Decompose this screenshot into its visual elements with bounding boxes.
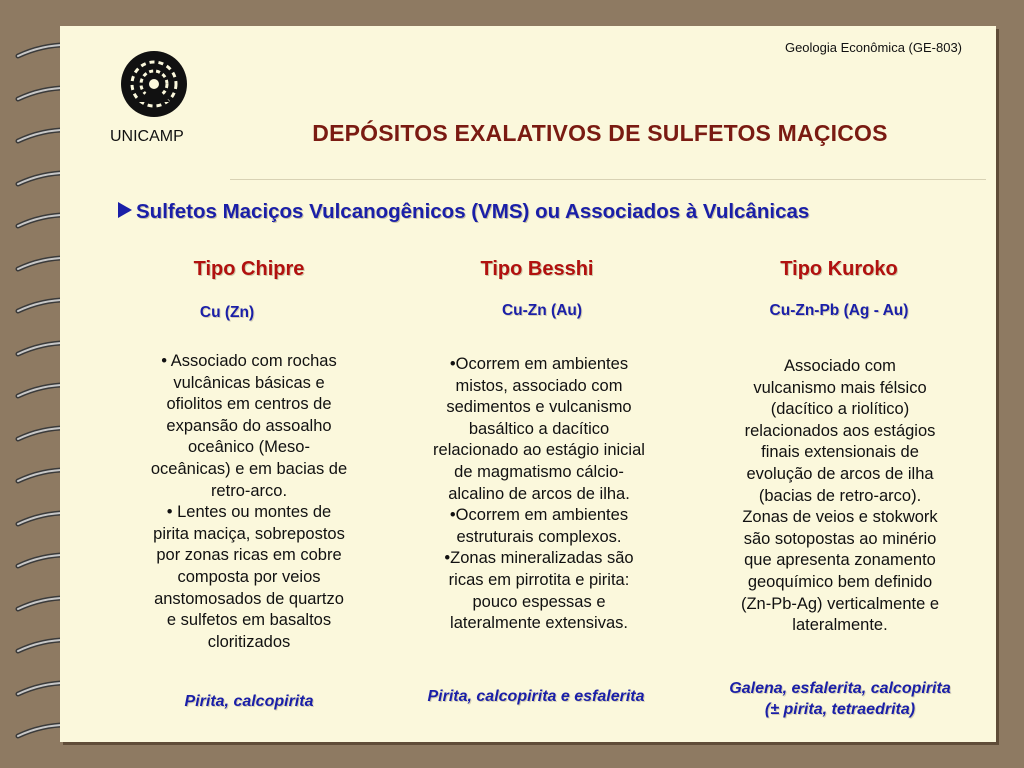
column-besshi-minerals — [384, 686, 688, 707]
body-line: que apresenta zonamento — [744, 551, 936, 570]
subtitle-text: Sulfetos Maciços Vulcanogênicos (VMS) ou Associados à Vulcânicas — [136, 200, 810, 223]
body-line: cloritizados — [207, 632, 291, 651]
unicamp-logo — [118, 48, 190, 120]
body-line: anstomosados de quartzo — [154, 589, 344, 608]
body-line: oceânico (Meso- — [188, 438, 310, 457]
body-line: por zonas ricas em cobre — [156, 546, 342, 565]
body-line: relacionados aos estágios — [744, 421, 936, 440]
institution-name: UNICAMP — [110, 128, 184, 145]
body-line: (Zn-Pb-Ag) verticalmente e — [740, 594, 940, 613]
column-chipre-body — [114, 351, 384, 653]
column-title: Tipo Besshi — [480, 258, 594, 280]
body-line: lateralmente extensivas. — [450, 614, 628, 633]
body-line: mistos, associado com — [455, 376, 623, 395]
body-line: geoquímico bem definido — [747, 572, 933, 591]
column-besshi-metals — [422, 302, 662, 320]
body-line: basáltico a dacítico — [468, 419, 610, 438]
divider — [230, 179, 986, 180]
column-metals: Cu (Zn) — [199, 304, 255, 321]
body-line: •Zonas mineralizadas são — [444, 549, 634, 568]
column-metals: Cu-Zn (Au) — [501, 302, 583, 319]
slide-page — [60, 26, 996, 742]
body-line: vulcanismo mais félsico — [753, 378, 927, 397]
column-kuroko — [704, 258, 974, 281]
body-line: ricas em pirrotita e pirita: — [448, 570, 630, 589]
minerals-line: (± pirita, tetraedrita) — [764, 701, 916, 718]
body-line: (dacítico a riolítico) — [770, 400, 910, 419]
body-line: sedimentos e vulcanismo — [446, 398, 632, 417]
body-line: •Ocorrem em ambientes — [449, 506, 629, 525]
body-line: • Associado com rochas — [161, 352, 337, 370]
page-title: DEPÓSITOS EXALATIVOS DE SULFETOS MAÇICOS — [312, 120, 888, 146]
body-line: pirita maciça, sobrepostos — [153, 524, 345, 543]
column-title: Tipo Kuroko — [780, 258, 898, 280]
body-line: • Lentes ou montes de — [166, 503, 332, 522]
body-line: oceânicas) e em bacias de — [150, 459, 348, 478]
minerals-line: Pirita, calcopirita e esfalerita — [427, 688, 645, 705]
body-line: ofiolitos em centros de — [166, 395, 332, 414]
column-title: Tipo Chipre — [193, 258, 305, 280]
column-chipre-minerals — [114, 691, 384, 712]
body-line: finais extensionais de — [761, 443, 919, 462]
triangle-right-icon — [116, 200, 134, 224]
body-line: e sulfetos em basaltos — [166, 611, 332, 630]
column-besshi-body — [394, 354, 684, 635]
column-besshi — [402, 258, 672, 281]
column-metals: Cu-Zn-Pb (Ag - Au) — [769, 302, 909, 319]
body-line: de magmatismo cálcio- — [454, 462, 624, 481]
body-line: retro-arco. — [210, 481, 288, 500]
section-subtitle — [116, 200, 996, 224]
column-chipre-metals — [114, 304, 340, 322]
body-line: evolução de arcos de ilha — [746, 464, 934, 483]
minerals-line: Pirita, calcopirita — [184, 693, 314, 710]
minerals-line: Galena, esfalerita, calcopirita — [729, 680, 951, 697]
body-line: vulcânicas básicas e — [173, 373, 325, 392]
body-line: expansão do assoalho — [166, 416, 332, 435]
column-kuroko-body — [700, 356, 980, 637]
body-line: Zonas de veios e stokwork — [742, 508, 938, 527]
column-kuroko-metals — [704, 302, 974, 320]
body-line: lateralmente. — [792, 616, 888, 635]
body-line: pouco espessas e — [472, 592, 606, 611]
body-line: alcalino de arcos de ilha. — [448, 484, 630, 503]
body-line: composta por veios — [177, 567, 321, 586]
body-line: (bacias de retro-arco). — [758, 486, 922, 505]
column-kuroko-minerals — [690, 678, 990, 720]
body-line: relacionado ao estágio inicial — [433, 441, 645, 460]
body-line: são sotopostas ao minério — [743, 529, 937, 548]
body-line: •Ocorrem em ambientes — [449, 355, 629, 373]
body-line: estruturais complexos. — [456, 527, 622, 546]
course-label: Geologia Econômica (GE-803) — [784, 40, 962, 55]
body-line: Associado com — [784, 357, 896, 375]
column-chipre — [114, 258, 384, 281]
